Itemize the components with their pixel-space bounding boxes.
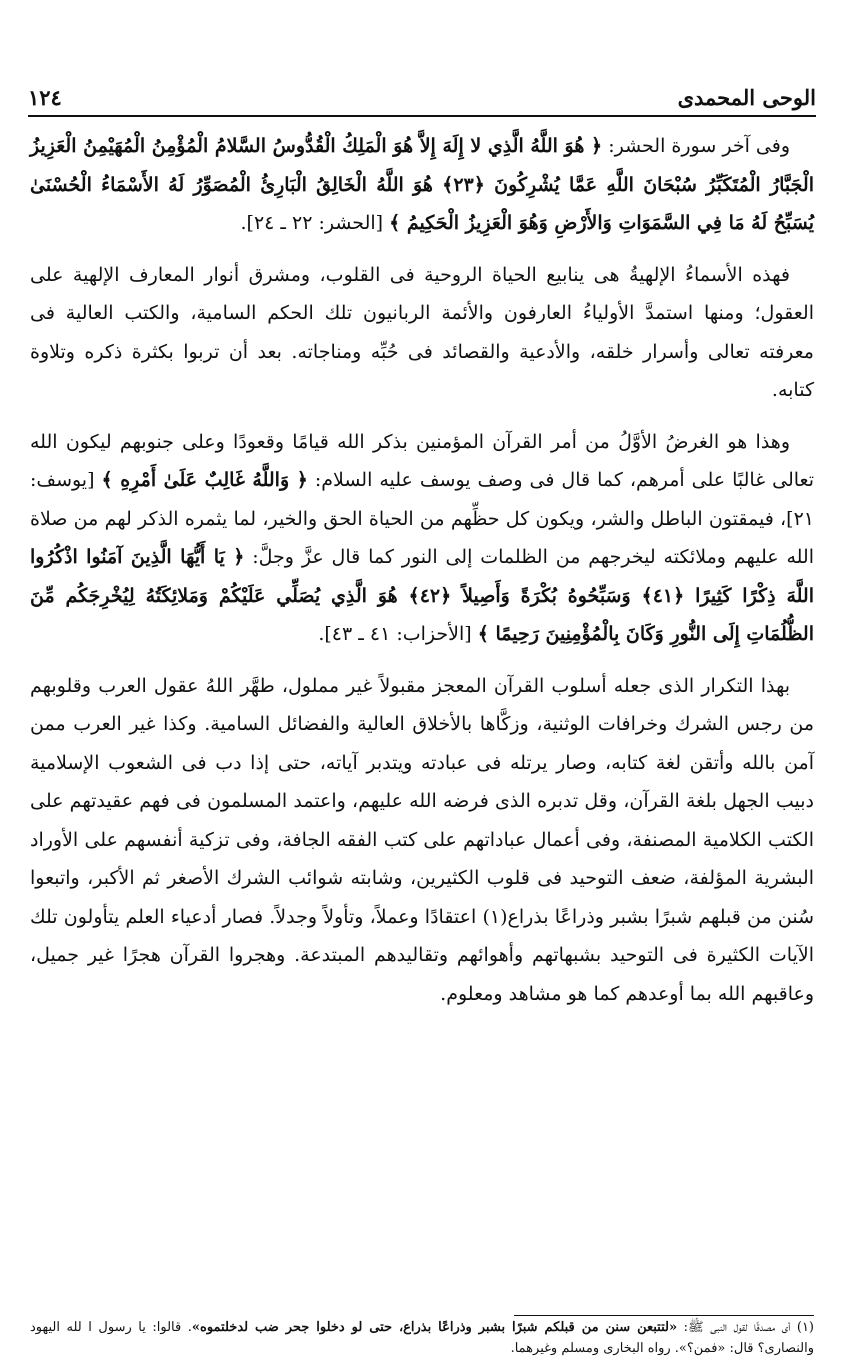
paragraph-text: فهذه الأسماءُ الإلهيةُ هى ينابيع الحياة الروحية فى القلوب، ومشرق أنوار المعارف الإلهية على العقول؛ ومنها استمدَّ الأولياءُ العارفون والأئمة الربانيون تلك الحكم السامية، والكتب العالية فى معرفته تعالى وأسرار خلقه، والأدعية والقصائد فى حُبِّه ومناجاته. بعد أن تربوا بكثرة ذكره وتلاوة كتابه. bbox=[30, 263, 814, 401]
quran-quote: ﴿ هُوَ اللَّهُ الَّذِي لا إِلَهَ إِلاَّ هُوَ الْمَلِكُ الْقُدُّوسُ السَّلامُ الْمُؤْمِنُ الْمُهَيْمِنُ الْعَزِيزُ الْجَبَّارُ الْمُتَكَبِّرُ سُبْحَانَ اللَّهِ عَمَّا يُشْرِكُونَ ﴿٢٣﴾ هُوَ اللَّهُ الْخَالِقُ الْبَارِئُ الْمُصَوِّرُ لَهُ الأَسْمَاءُ الْحُسْنَىٰ يُسَبِّحُ لَهُ مَا فِي السَّمَوَاتِ وَالأَرْضِ وَهُوَ الْعَزِيزُ الْحَكِيمُ ﴾ bbox=[30, 135, 814, 234]
page-number: ١٢٤ bbox=[28, 85, 62, 110]
paragraph bbox=[30, 423, 814, 654]
footnote-text: (١) أى مصدقًا لقول النبى ﷺ: bbox=[677, 1320, 814, 1335]
paragraph-text: بهذا التكرار الذى جعله أسلوب القرآن المعجز مقبولاً غير مملول، طهَّر اللهُ عقول العرب وقلوبهم من رجس الشرك وخرافات الوثنية، وزكَّاها بالأخلاق العالية والفضائل السامية. وكذا غير العرب ممن آمن بالله وأتقن لغة كتابه، وصار يرتله فى عبادته ويتدبر آياته، حتى إذا دب فى الشعوب الإسلامية دبيب الجهل بلغة القرآن، وقل تدبره الذى فرضه الله عليهم، واعتمد المسلمون فى فهم عقيدتهم على الكتب الكلامية المصنفة، وفى أعمال عباداتهم على كتب الفقه الجافة، وفى تزكية أنفسهم على الأوراد البشرية المؤلفة، ضعف التوحيد فى قلوب الكثيرين، وشابته شوائب الشرك الأصغر ثم الأكبر، واتبعوا سُنن من قبلهم شبرًا بشبر وذراعًا بذراع(١) اعتقادًا وعملاً، وتأولاً وجدلاً. فصار أدعياء العلم يتأولون تلك الآيات الكثيرة فى التوحيد بشبهاتهم وأهوائهم وتقاليدهم المبتدعة. وهجروا القرآن هجرًا غير جميل، وعاقبهم الله بما أوعدهم كما هو مشاهد ومعلوم. bbox=[30, 674, 814, 1005]
paragraph bbox=[30, 127, 814, 243]
citation: [الأحزاب: ٤١ ـ ٤٣]. bbox=[318, 623, 478, 645]
citation: [الحشر: ٢٢ ـ ٢٤]. bbox=[240, 212, 390, 234]
header-rule bbox=[28, 115, 816, 117]
quran-quote: ﴿ وَاللَّهُ غَالِبٌ عَلَىٰ أَمْرِهِ ﴾ bbox=[101, 469, 308, 491]
paragraph-text: وفى آخر سورة الحشر: bbox=[602, 135, 790, 157]
page-header bbox=[28, 80, 816, 110]
paragraph bbox=[30, 667, 814, 1014]
paragraph bbox=[30, 256, 814, 410]
hadith-quote: «لتتبعن سنن من قبلكم شبرًا بشبر وذراعًا بذراع، حتى لو دخلوا جحر ضب لدخلتموه» bbox=[191, 1320, 678, 1335]
main-text bbox=[30, 127, 814, 1026]
paragraph-text: [يوسف: ٢١]، فيمقتون الباطل والشر، ويكون كل حظِّهم من الحياة الحق والخير، لما يثمره الذكر لهم من صلاة الله عليهم وملائكته ليخرجهم من الظلمات إلى النور كما قال عزَّ وجلَّ: bbox=[30, 469, 814, 568]
quran-quote: ﴿ يَا أَيُّهَا الَّذِينَ آمَنُوا اذْكُرُوا اللَّهَ ذِكْرًا كَثِيرًا ﴿٤١﴾ وَسَبِّحُوهُ بُكْرَةً وَأَصِيلاً ﴿٤٢﴾ هُوَ الَّذِي يُصَلِّي عَلَيْكُمْ وَمَلائِكَتُهُ لِيُخْرِجَكُم مِّنَ الظُّلُمَاتِ إِلَى النُّورِ وَكَانَ بِالْمُؤْمِنِينَ رَحِيمًا ﴾ bbox=[30, 546, 814, 645]
paragraph-text: وهذا هو الغرضُ الأوَّلُ من أمر القرآن المؤمنين بذكر الله قيامًا وقعودًا وعلى جنوبهم ليكون الله تعالى غالبًا على أمرهم، كما قال فى وصف يوسف عليه السلام: bbox=[30, 430, 814, 491]
footnote-text-end: . قالوا: يا رسول ا لله اليهود والنصارى؟ قال: «فمن؟». رواه البخارى ومسلم وغيرهما. bbox=[30, 1320, 814, 1356]
running-title: الوحى المحمدى bbox=[677, 85, 816, 110]
footnote-rule bbox=[514, 1315, 814, 1316]
footnote bbox=[30, 1318, 814, 1360]
